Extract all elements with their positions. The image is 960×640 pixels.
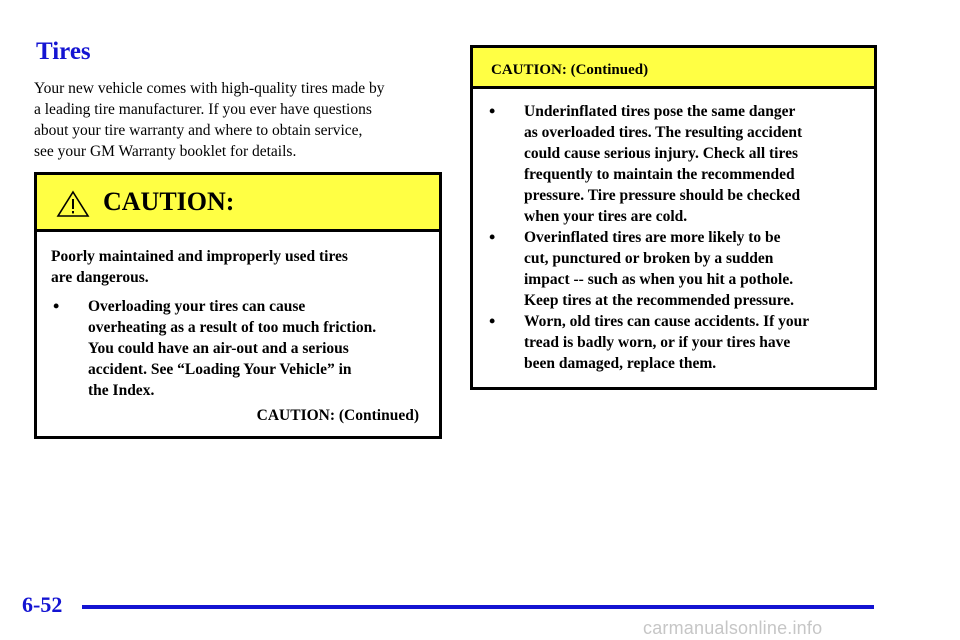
caution-body — [473, 89, 874, 374]
bullet-line: Overinflated tires are more likely to be — [524, 229, 781, 246]
bullet-line: You could have an air-out and a serious — [88, 340, 349, 357]
caution-body — [37, 232, 439, 426]
bullet-line: could cause serious injury. Check all tires — [524, 145, 798, 162]
intro-line: a leading tire manufacturer. If you ever have questions — [34, 101, 372, 118]
intro-line: see your GM Warranty booklet for details. — [34, 143, 297, 160]
intro-line: Your new vehicle comes with high-quality tires made by — [34, 80, 385, 97]
bullet-icon: • — [489, 101, 496, 121]
bullet-line: Overloading your tires can cause — [88, 298, 306, 315]
watermark: carmanualsonline.info — [643, 618, 823, 638]
caution-title: CAUTION: — [103, 187, 235, 216]
bullet-line: when your tires are cold. — [524, 208, 688, 225]
caution-box — [34, 172, 442, 439]
bullet-line: Worn, old tires can cause accidents. If your — [524, 313, 810, 330]
caution-lead-line: are dangerous. — [51, 269, 149, 286]
bullet-line: accident. See “Loading Your Vehicle” in — [88, 361, 352, 378]
bullet-line: Keep tires at the recommended pressure. — [524, 292, 795, 309]
bullet-line: frequently to maintain the recommended — [524, 166, 795, 183]
bullet-line: pressure. Tire pressure should be checked — [524, 187, 801, 204]
caution-continued-note: CAUTION: (Continued) — [256, 407, 419, 424]
caution-lead — [51, 246, 425, 288]
caution-bullet-list — [51, 296, 425, 401]
bullet-icon: • — [489, 311, 496, 331]
bullet-line: overheating as a result of too much friction. — [88, 319, 377, 336]
bullet-line: tread is badly worn, or if your tires have — [524, 334, 791, 351]
bullet-line: the Index. — [88, 382, 155, 399]
caution-bullet-list — [487, 101, 860, 374]
page-number: 6-52 — [22, 592, 63, 617]
bullet-icon: • — [53, 296, 60, 316]
footer-rule — [82, 605, 874, 609]
caution-header — [473, 48, 874, 89]
caution-lead-line: Poorly maintained and improperly used tires — [51, 248, 348, 265]
bullet-line: Underinflated tires pose the same danger — [524, 103, 796, 120]
caution-header — [37, 175, 439, 232]
bullet-line: been damaged, replace them. — [524, 355, 717, 372]
warning-triangle-icon — [56, 190, 90, 218]
caution-bullet-item — [487, 227, 860, 311]
caution-continued-box — [470, 45, 877, 390]
intro-paragraph — [34, 78, 444, 162]
caution-bullet-item — [51, 296, 425, 401]
bullet-icon: • — [489, 227, 496, 247]
intro-line: about your tire warranty and where to obtain service, — [34, 122, 363, 139]
bullet-line: cut, punctured or broken by a sudden — [524, 250, 774, 267]
page-title: Tires — [36, 38, 91, 65]
caution-bullet-item — [487, 101, 860, 227]
bullet-line: impact -- such as when you hit a pothole. — [524, 271, 794, 288]
caution-bullet-item — [487, 311, 860, 374]
bullet-line: as overloaded tires. The resulting accident — [524, 124, 803, 141]
caution-continued-header: CAUTION: (Continued) — [491, 62, 649, 78]
